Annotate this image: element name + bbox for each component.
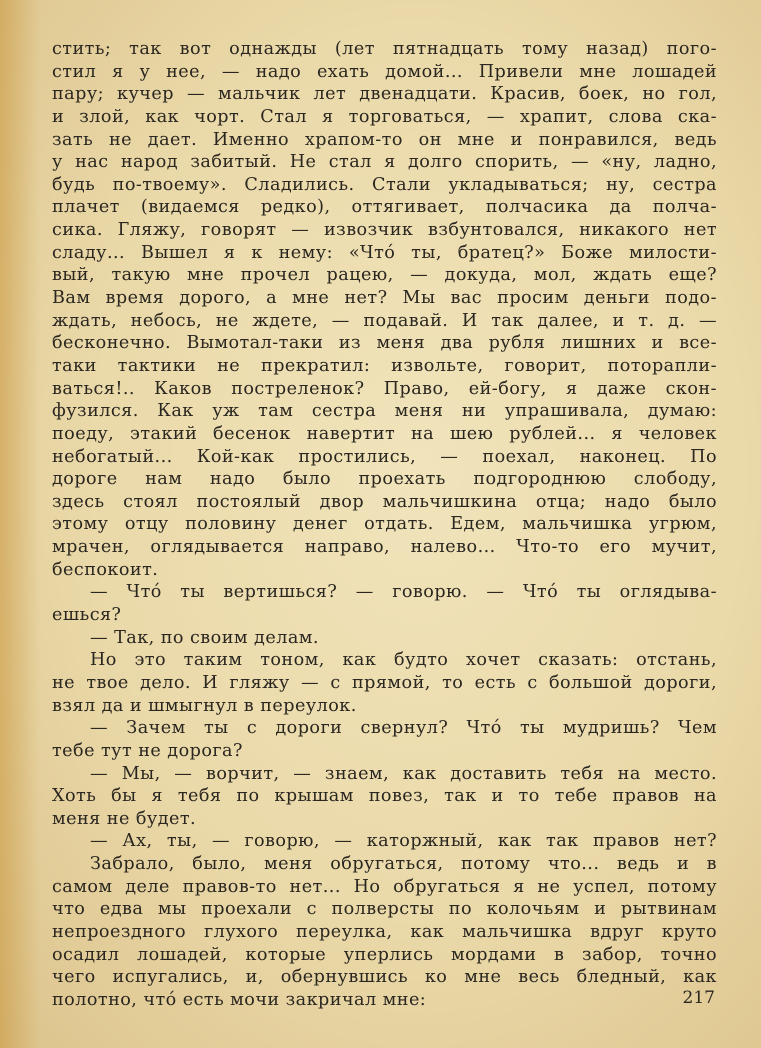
text-line: таки тактики не прекратил: извольте, говорит, поторапли- [52, 355, 717, 376]
text-line: здесь стоял постоялый двор мальчишкина отца; надо было [52, 491, 717, 512]
text-line: пару; кучер — мальчик лет двенадцати. Красив, боек, но гол, [52, 84, 717, 105]
text-line: что едва мы проехали с полверсты по колочьям и рытвинам [52, 899, 717, 920]
dialogue-line: — Так, по своим делам. [90, 627, 319, 648]
text-line: бесконечно. Вымотал-таки из меня два рубля лишних и все- [52, 333, 717, 354]
text-line: Хоть бы я тебя по крышам повез, так и то тебе правов на [52, 786, 717, 807]
paragraph-start: Но это таким тоном, как будто хочет сказать: отстань, [90, 650, 717, 671]
body-text [52, 38, 717, 1012]
text-line: мрачен, оглядывается направо, налево... Что-то его мучит, [52, 537, 717, 558]
text-line: вый, такую мне прочел рацею, — докуда, мол, ждать еще? [52, 265, 717, 286]
text-line: беспокоит. [52, 559, 159, 580]
text-line: Вам время дорого, а мне нет? Мы вас просим деньги подо- [52, 288, 717, 309]
text-line: осадил лошадей, которые уперлись мордами в забор, точно [52, 944, 717, 965]
text-line: и злой, как чорт. Стал я торговаться, — храпит, слова ска- [52, 106, 717, 127]
text-line: плачет (видаемся редко), оттягивает, полчасика да полча- [52, 197, 717, 218]
dialogue-line: — Что́ ты вертишься? — говорю. — Что́ ты оглядыва- [90, 582, 717, 603]
text-line: самом деле правов-то нет... Но обругаться я не успел, потому [52, 876, 717, 897]
text-line: тебе тут не дорога? [52, 740, 243, 761]
text-line: фузился. Как уж там сестра меня ни упрашивала, думаю: [52, 401, 717, 422]
text-line: будь по-твоему». Сладились. Стали укладываться; ну, сестра [52, 174, 717, 195]
dialogue-line: — Ах, ты, — говорю, — каторжный, как так правов нет? [90, 831, 717, 852]
dialogue-line: — Зачем ты с дороги свернул? Что́ ты мудришь? Чем [90, 718, 717, 739]
text-line: не твое дело. И гляжу — с прямой, то есть с большой дороги, [52, 672, 717, 693]
text-line: полотно, что́ есть мочи закричал мне: [52, 989, 427, 1010]
text-line: этому отцу половину денег отдать. Едем, мальчишка угрюм, [52, 514, 717, 535]
paragraph-start: Забрало, было, меня обругаться, потому что... ведь и в [90, 854, 717, 875]
text-line: дороге нам надо было проехать подгороднюю слободу, [52, 469, 717, 490]
text-line: стить; так вот однажды (лет пятнадцать тому назад) пого- [52, 39, 717, 59]
text-line: стил я у нее, — надо ехать домой... Привели мне лошадей [52, 61, 717, 82]
text-line: ваться!.. Каков постреленок? Право, ей-богу, я даже скон- [52, 378, 717, 399]
text-line: зать не дает. Именно храпом-то он мне и понравился, ведь [52, 129, 717, 150]
text-line: ждать, небось, не ждете, — подавай. И так далее, и т. д. — [52, 310, 717, 331]
text-line: сика. Гляжу, говорят — извозчик взбунтовался, никакого нет [52, 220, 717, 241]
text-line: ешься? [52, 605, 122, 626]
text-line: непроездного глухого переулка, как мальчишка вдруг круто [52, 921, 717, 942]
text-line: поеду, этакий бесенок навертит на шею рублей... я человек [52, 423, 717, 444]
text-line: у нас народ забитый. Не стал я долго спорить, — «ну, ладно, [52, 152, 717, 173]
page-edge-shadow [0, 0, 40, 1048]
page-number: 217 [682, 988, 715, 1008]
text-line: чего испугались, и, обернувшись ко мне весь бледный, как [52, 967, 717, 988]
text-line: меня не будет. [52, 808, 197, 829]
text-line: сладу... Вышел я к нему: «Что́ ты, братец?» Боже милости- [52, 242, 717, 263]
text-line: взял да и шмыгнул в переулок. [52, 695, 357, 716]
text-line: небогатый... Кой-как простились, — поехал, наконец. По [52, 446, 717, 467]
dialogue-line: — Мы, — ворчит, — знаем, как доставить тебя на место. [90, 763, 717, 784]
